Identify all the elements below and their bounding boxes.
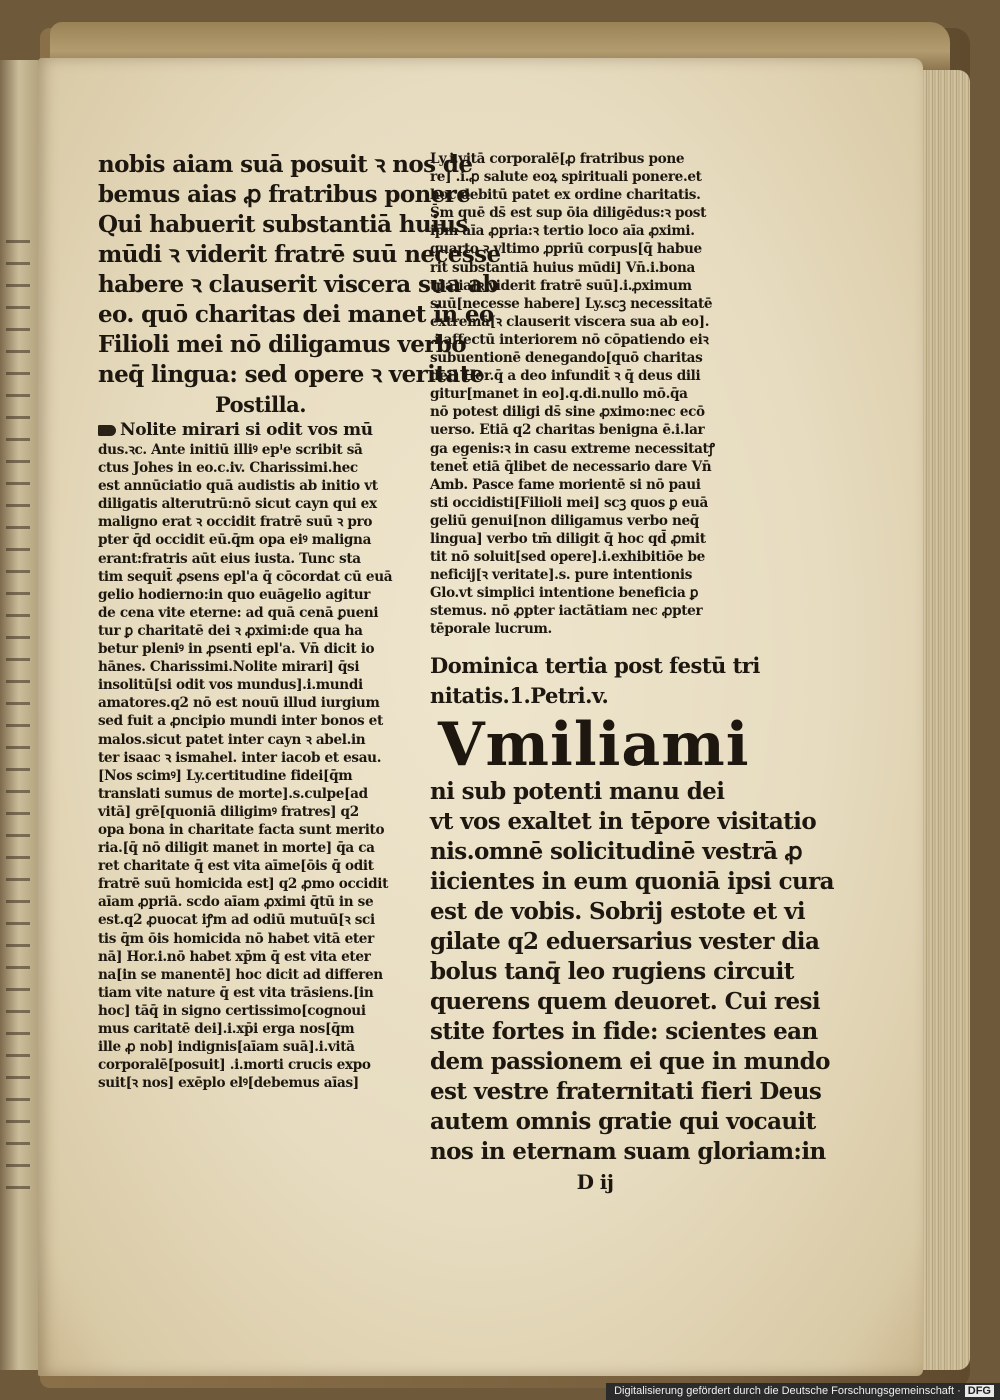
commentary-line: tit nō soluit[sed opere].i.exhibitiōe be xyxy=(430,549,705,566)
commentary-line: sed fuit a ꝓncipio mundi inter bonos et xyxy=(98,713,383,730)
page-edges xyxy=(915,70,970,1370)
commentary-line: Ly.i.vitā corporalē[ꝓ fratribus pone xyxy=(430,151,685,167)
commentary-line: Amb. Pasce fame morientē si nō paui xyxy=(430,476,701,493)
commentary-line: tim sequit̄ ꝓsens epl'a q̄ cōcordat cū euā xyxy=(98,568,393,585)
right-column xyxy=(430,150,834,1197)
signature-mark: D ij xyxy=(576,1169,614,1194)
commentary-line: diligatis alterutrū:nō sicut cayn qui ex xyxy=(98,496,377,513)
scripture-line: habere ꝛ clauserit viscera sua ab xyxy=(98,271,498,298)
commentary-line: amatores.q2 nō est nouū illud iurgium xyxy=(98,695,380,712)
scripture-line: neq̄ lingua: sed opere ꝛ veritate xyxy=(98,361,484,388)
initial-word: Vmiliami xyxy=(438,709,750,780)
epistle-line: querens quem deuoret. Cui resi xyxy=(430,987,821,1015)
postilla-heading: Postilla. xyxy=(214,392,307,417)
epistle-line: ni sub potenti manu dei xyxy=(430,777,725,805)
commentary-line: extremā[ꝛ clauserit viscera sua ab eo]. xyxy=(430,313,710,330)
commentary-line: translati sumus de morte].s.culpe[ad xyxy=(98,785,368,802)
epistle-line: dem passionem ei que in mundo xyxy=(430,1047,830,1075)
commentary-line: re] .i.ꝓ salute eoꝝ spirituali ponere.et xyxy=(430,169,702,186)
commentary-line: tp̄alia[ꝛ viderit fratrē suū].i.ꝓximum xyxy=(430,277,692,294)
commentary-line: est.q2 ꝓuocat iꝭm ad odiū mutuū[ꝛ sci xyxy=(98,912,375,929)
facing-page-text xyxy=(6,240,30,1190)
footer-text: Digitalisierung gefördert durch die Deutsche Forschungsgemeinschaft · xyxy=(614,1385,961,1397)
scripture-line: nobis aiam suā posuit ꝛ nos de xyxy=(98,151,473,178)
commentary-line: geliū genui[non diligamus verbo neq̄ xyxy=(430,512,699,529)
commentary-line: quarto ꝛ vltimo ꝓpriū corpus[q̄ habue xyxy=(430,241,702,258)
scripture-line: bemus aias ꝓ fratribus ponere xyxy=(98,181,471,208)
heading-line: Dominica tertia post festū tri xyxy=(430,652,760,678)
commentary-text xyxy=(98,441,423,1092)
commentary-line: opa bona in charitate facta sunt merito xyxy=(98,821,385,838)
commentary-line: hānes. Charissimi.Nolite mirari] q̄si xyxy=(98,659,360,676)
commentary-text-right xyxy=(430,150,760,639)
commentary-line: tenet̄ etiā q̄libet de necessario dare Vn̄ xyxy=(430,458,712,475)
commentary-line: dei] Hor.q̄ a deo infundit̄ ꝛ q̄ deus dili xyxy=(430,368,701,385)
commentary-line: subuentionē denegando[quō charitas xyxy=(430,350,703,367)
commentary-line: na[in se manentē] hoc dicit ad differen xyxy=(98,966,383,983)
commentary-line: erant:fratris aūt eius iusta. Tunc sta xyxy=(98,550,361,567)
commentary-line: nō potest diligi ds̄ sine ꝓximo:nec ecō xyxy=(430,404,705,421)
commentary-line: mus caritatē dei].i.xp̄i erga nos[q̄m xyxy=(98,1021,355,1037)
commentary-line: ip̄m aīa ꝓpria:ꝛ tertio loco aīa ꝓximi. xyxy=(430,223,695,240)
epistle-line: autem omnis gratie qui vocauit xyxy=(430,1107,816,1135)
epistle-text xyxy=(430,777,834,1167)
heading-line: nitatis.1.Petri.v. xyxy=(430,682,609,708)
commentary-line: maligno erat ꝛ occidit fratrē suū ꝛ pro xyxy=(98,514,373,531)
commentary-line: corporalē[posuit] .i.morti crucis expo xyxy=(98,1057,371,1074)
commentary-line: tēporale lucrum. xyxy=(430,621,552,638)
commentary-line: uerso. Etiā q2 charitas benigna ē.i.lar xyxy=(430,422,705,439)
epistle-line: est vestre fraternitati fieri Deus xyxy=(430,1077,822,1105)
commentary-line: stemus. nō ꝓpter iactātiam nec ꝓpter xyxy=(430,603,703,620)
commentary-line: nā] Hor.i.nō habet xp̄m q̄ est vita eter xyxy=(98,948,371,965)
scripture-line: Qui habuerit substantiā huius xyxy=(98,211,468,238)
commentary-line: ter isaac ꝛ ismahel. inter iacob et esau. xyxy=(98,749,382,766)
dfg-footer xyxy=(606,1383,1000,1400)
commentary-line: neficij[ꝛ veritate].s. pure intentionis xyxy=(430,567,693,584)
epistle-line: est de vobis. Sobrij estote et vi xyxy=(430,897,806,925)
nolite-line-wrap xyxy=(98,420,423,441)
scripture-line: mūdi ꝛ viderit fratrē suū necesse xyxy=(98,241,501,268)
commentary-line: insolitū[si odit vos mundus].i.mundi xyxy=(98,677,363,694)
epistle-line: nis.omnē solicitudinē vestrā ꝓ xyxy=(430,837,802,865)
epistle-line: vt vos exaltet in tēpore visitatio xyxy=(430,807,817,835)
commentary-line: gelio hodierno:in quo euāgelio agitur xyxy=(98,586,371,603)
commentary-line: suū[necesse habere] Ly.scꝫ necessitatē xyxy=(430,295,713,312)
commentary-line: suit[ꝛ nos] exēplo elꝰ[debemus aīas] xyxy=(98,1075,359,1092)
dfg-logo: DFG xyxy=(965,1385,994,1397)
sunday-heading xyxy=(430,651,760,711)
commentary-line: hoc] tāq̄ in signo certissimo[cognoui xyxy=(98,1002,366,1019)
commentary-line: tur ꝑ charitatē dei ꝛ ꝓximi:de qua ha xyxy=(98,622,363,639)
epistle-line: stite fortes in fide: scientes ean xyxy=(430,1017,818,1045)
scripture-line: eo. quō charitas dei manet in eo xyxy=(98,301,494,328)
commentary-line: .i.affectū interiorem nō cōpatiendo eiꝛ xyxy=(430,331,709,348)
commentary-line: malos.sicut patet inter cayn ꝛ abel.in xyxy=(98,731,366,748)
commentary-line: ctus Johes in eo.c.iv. Charissimi.hec xyxy=(98,460,358,477)
epistle-line: gilate q2 eduersarius vester dia xyxy=(430,927,820,955)
commentary-line: ille ꝓ nob] indignis[aīam suā].i.vitā xyxy=(98,1039,355,1056)
commentary-line: hoc debitū patet ex ordine charitatis. xyxy=(430,187,701,204)
commentary-line: gitur[manet in eo].q.di.nullo mō.q̄a xyxy=(430,386,688,403)
commentary-line: betur pleniꝰ in ꝓsenti epl'a. Vn̄ dicit io xyxy=(98,641,375,658)
commentary-line: tis q̄m ōis homicida nō habet vitā eter xyxy=(98,930,374,947)
facing-page-sliver xyxy=(0,60,38,1370)
commentary-line: tiam vite nature q̄ est vita trāsiens.[in xyxy=(98,984,374,1001)
scripture-text xyxy=(98,150,501,390)
commentary-line: est annūciatio quā audistis ab initio vt xyxy=(98,478,378,495)
commentary-line: ret charitate q̄ est vita aīme[ōis q̄ odit xyxy=(98,858,374,875)
commentary-line: vitā] grē[quoniā diligimꝰ fratres] q2 xyxy=(98,803,359,820)
scripture-line: Filioli mei nō diligamus verbo xyxy=(98,331,466,358)
commentary-line: lingua] verbo tm̄ diligit q̄ hoc qd̄ ꝓmit xyxy=(430,530,706,547)
commentary-line: rit substantiā huius mūdi] Vn̄.i.bona xyxy=(430,259,696,276)
commentary-line: aīam ꝓpriā. scdo aīam ꝓximi q̄tū in se xyxy=(98,894,374,911)
pointing-hand-icon xyxy=(98,425,116,436)
commentary-line: sti occidisti[Filioli mei] scꝫ quos ꝑ euā xyxy=(430,494,708,511)
commentary-line: pter q̄d occidit eū.q̄m opa eiꝰ maligna xyxy=(98,532,372,549)
commentary-line: de cena vite eterne: ad quā cenā ꝑueni xyxy=(98,604,379,621)
commentary-line: ria.[q̄ nō diligit manet in morte] q̄a ca xyxy=(98,840,375,857)
commentary-line: Glo.vt simplici intentione beneficia ꝑ xyxy=(430,585,699,602)
epistle-line: iicientes in eum quoniā ipsi cura xyxy=(430,867,834,895)
commentary-line: [Nos scimꝰ] Ly.certitudine fidei[q̄m xyxy=(98,767,353,784)
commentary-line: S̄m quē ds̄ est sup ōia diligēdus:ꝛ post xyxy=(430,205,707,222)
commentary-line: dus.ꝛc. Ante initiū illiꝰ epˡe scribit sā xyxy=(98,442,363,458)
commentary-line: ga egenis:ꝛ in casu extreme necessitatꝭ xyxy=(430,440,715,457)
epistle-line: bolus tanq̄ leo rugiens circuit xyxy=(430,957,794,985)
epistle-line: nos in eternam suam gloriam:in xyxy=(430,1137,826,1165)
nolite-line: Nolite mirari si odit vos mū xyxy=(120,420,373,440)
commentary-line: fratrē suū homicida est] q2 ꝓmo occidit xyxy=(98,876,389,893)
